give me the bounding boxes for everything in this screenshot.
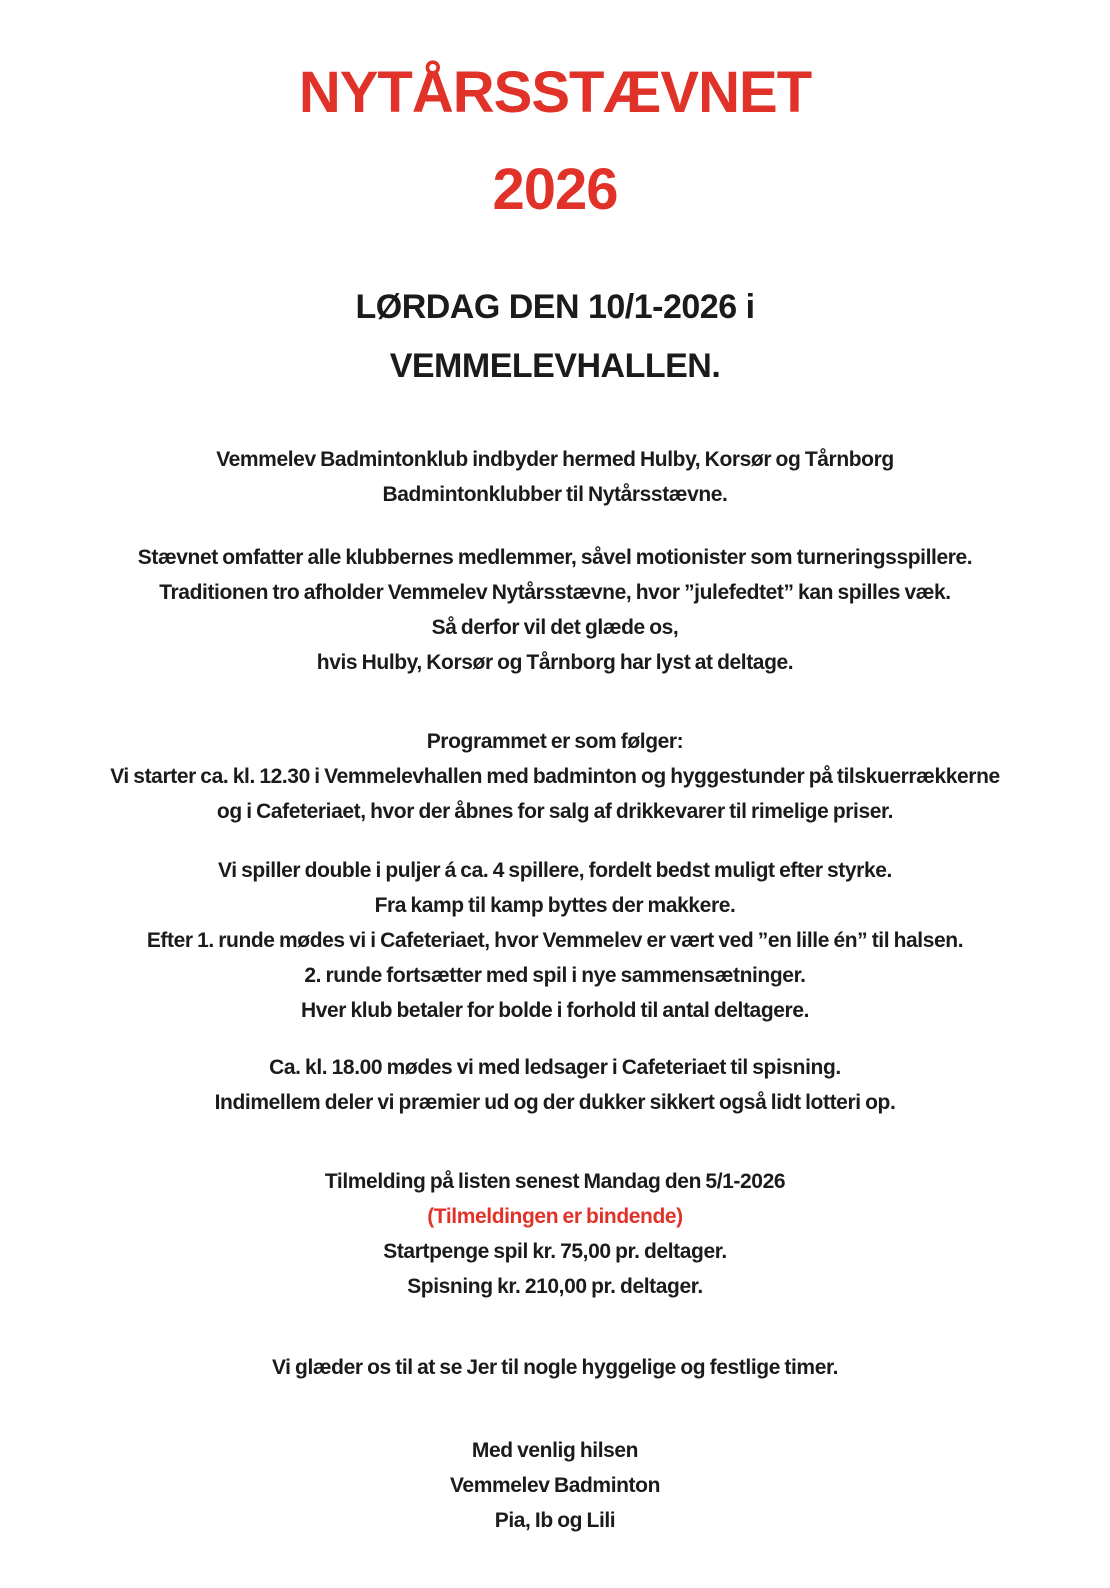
about-line-1: Stævnet omfatter alle klubbernes medlemmer, såvel motionister som turneringsspillere. (137, 546, 973, 569)
event-date-location (28, 278, 1082, 396)
play-line-5: Hver klub betaler for bolde i forhold til antal deltagere. (300, 999, 810, 1022)
play-line-1: Vi spiller double i puljer á ca. 4 spillere, fordelt bedst muligt efter styrke. (218, 859, 892, 882)
registration-paragraph (28, 1164, 1082, 1304)
about-paragraph (28, 540, 1082, 680)
program-line-3: og i Cafeteriaet, hvor der åbnes for salg af drikkevarer til rimelige priser. (216, 800, 894, 823)
program-line-2: Vi starter ca. kl. 12.30 i Vemmelevhallen med badminton og hyggestunder på tilskuerrækkerne (110, 765, 1000, 788)
registration-deadline: Tilmelding på listen senest Mandag den 5/1-2026 (324, 1170, 786, 1193)
registration-binding-note: (Tilmeldingen er bindende) (427, 1205, 683, 1228)
subtitle-line-2: VEMMELEVHALLEN. (389, 347, 721, 385)
about-line-4: hvis Hulby, Korsør og Tårnborg har lyst at deltage. (316, 651, 794, 674)
signature-block (28, 1433, 1082, 1538)
program-paragraph (28, 724, 1082, 829)
signature-club: Vemmelev Badminton (449, 1474, 661, 1497)
program-line-1: Programmet er som følger: (426, 730, 684, 753)
play-line-3: Efter 1. runde mødes vi i Cafeteriaet, hvor Vemmelev er vært ved ”en lille én” til halsen. (146, 929, 964, 952)
title-line-1: NYTÅRSSTÆVNET (298, 60, 812, 125)
play-rules-paragraph (28, 853, 1082, 1028)
registration-fee-play: Startpenge spil kr. 75,00 pr. deltager. (383, 1240, 727, 1263)
signature-names: Pia, Ib og Lili (494, 1509, 616, 1532)
signature-greeting: Med venlig hilsen (471, 1439, 639, 1462)
main-title (28, 44, 1082, 238)
evening-line-1: Ca. kl. 18.00 mødes vi med ledsager i Cafeteriaet til spisning. (269, 1056, 841, 1079)
intro-line-1: Vemmelev Badmintonklub indbyder hermed Hulby, Korsør og Tårnborg (216, 448, 894, 471)
closing-line-1: Vi glæder os til at se Jer til nogle hyggelige og festlige timer. (271, 1356, 839, 1379)
registration-fee-dinner: Spisning kr. 210,00 pr. deltager. (407, 1275, 703, 1298)
about-line-3: Så derfor vil det glæde os, (431, 616, 679, 639)
evening-line-2: Indimellem deler vi præmier ud og der dukker sikkert også lidt lotteri op. (214, 1091, 896, 1114)
invitation-paragraph (28, 442, 1082, 512)
subtitle-line-1: LØRDAG DEN 10/1-2026 i (355, 288, 755, 326)
intro-line-2: Badmintonklubber til Nytårsstævne. (382, 483, 728, 506)
play-line-4: 2. runde fortsætter med spil i nye sammensætninger. (304, 964, 806, 987)
evening-paragraph (28, 1050, 1082, 1120)
closing-paragraph (28, 1350, 1082, 1385)
title-line-2: 2026 (492, 157, 618, 222)
about-line-2: Traditionen tro afholder Vemmelev Nytårsstævne, hvor ”julefedtet” kan spilles væk. (159, 581, 951, 604)
play-line-2: Fra kamp til kamp byttes der makkere. (374, 894, 736, 917)
